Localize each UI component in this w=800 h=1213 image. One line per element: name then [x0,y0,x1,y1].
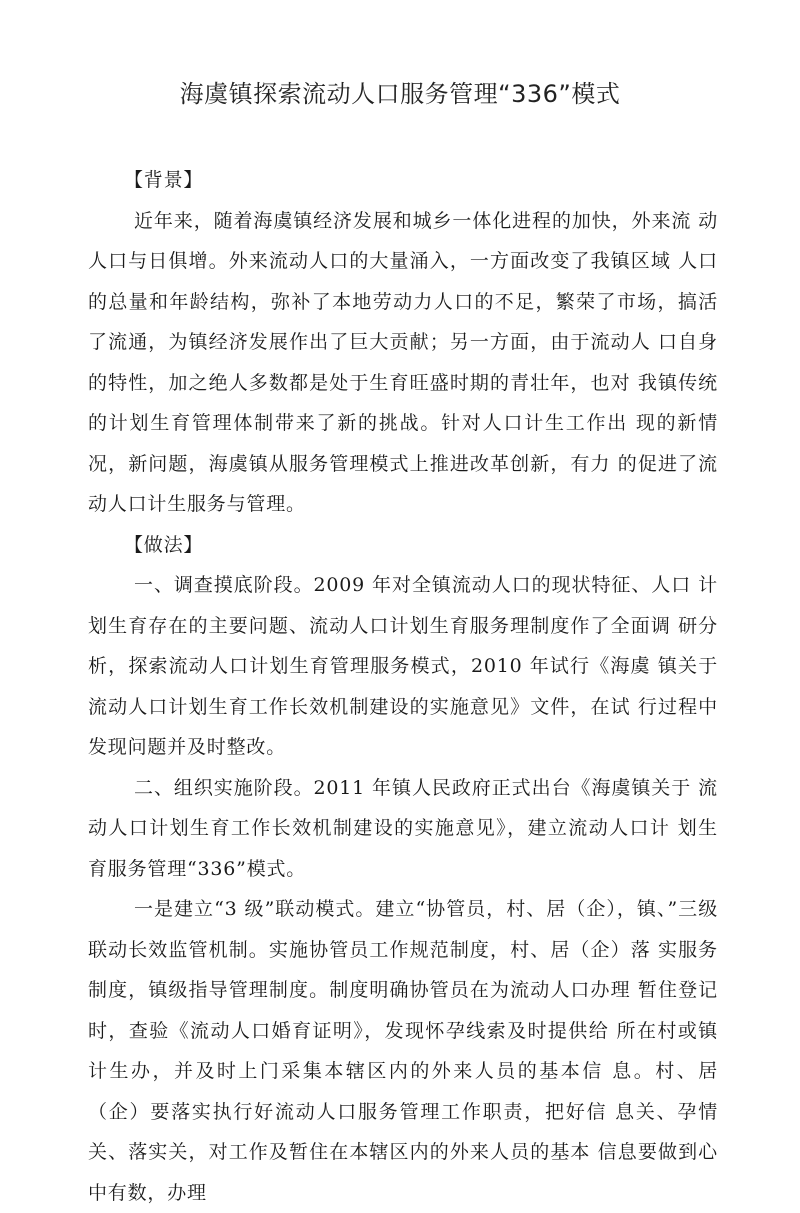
paragraph-implementation-stage: 二、组织实施阶段。2011 年镇人民政府正式出台《海虞镇关于 流动人口计划生育工作长效机制建设的实施意见》，建立流动人口计 划生育服务管理“336”模式。 [88,776,718,880]
section-heading-background: 【背景】 [124,169,204,191]
document-title: 海虞镇探索流动人口服务管理“336”模式 [179,80,621,108]
section-heading-method: 【做法】 [124,533,204,556]
paragraph-three-level-model: 一是建立“3 级”联动模式。建立“协管员，村、居（企），镇、”三级联动长效监管机制。实施协管员工作规范制度，村、居（企）落 实服务制度，镇级指导管理制度。制度明确协管员在为流动人口办理 暂住登记时，查验《流动人口婚育证明》，发现怀孕线索及时提供给 所在村或镇计生办，并及时上门采集本辖区内的外来人员的基本信 息。村、居（企）要落实执行好流动人口服务管理工作职责，把好信 息关、孕情关、落实关，对工作及暂住在本辖区内的外来人员的基本 信息要做到心中有数，办理 [88,898,718,1204]
paragraph-background: 近年来，随着海虞镇经济发展和城乡一体化进程的加快，外来流 动人口与日俱增。外来流动人口的大量涌入，一方面改变了我镇区域 人口的总量和年龄结构，弥补了本地劳动力人口的不足，繁荣了市场，搞活了流通，为镇经济发展作出了巨大贡献；另一方面，由于流动人 口自身的特性，加之绝人多数都是处于生育旺盛时期的青壮年，也对 我镇传统的计划生育管理体制带来了新的挑战。针对人口计生工作出 现的新情况，新问题，海虞镇从服务管理模式上推进改革创新，有力 的促进了流动人口计生服务与管理。 [88,209,718,515]
document-body [88,160,718,1213]
paragraph-survey-stage: 一、调查摸底阶段。2009 年对全镇流动人口的现状特征、人口 计划生育存在的主要问题、流动人口计划生育服务理制度作了全面调 研分析，探索流动人口计划生育管理服务模式，2010 年试行《海虞 镇关于流动人口计划生育工作长效机制建设的实施意见》文件，在试 行过程中发现问题并及时整改。 [88,574,718,758]
